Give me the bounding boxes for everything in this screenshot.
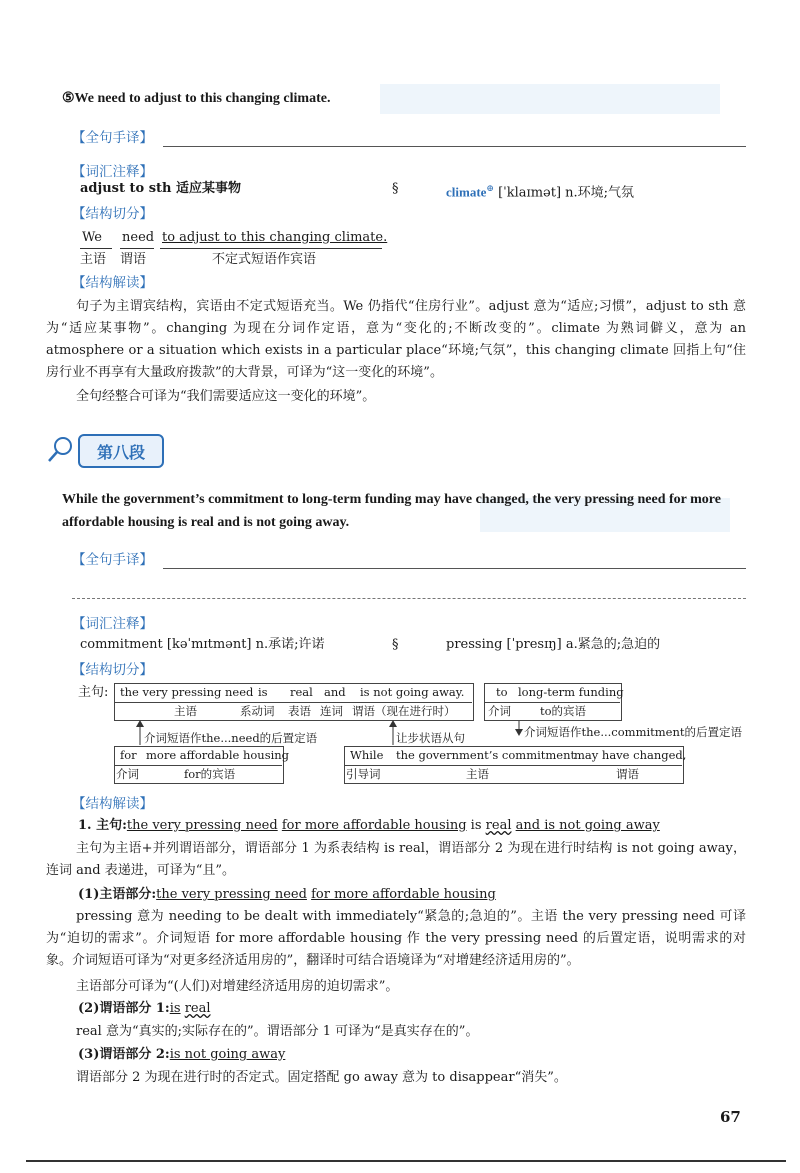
label-vocab-5: 【词汇注释】 xyxy=(72,164,153,180)
point-2-body: pressing 意为 needing to be dealt with immediately“紧急的;急迫的”。主语 the very pressing need 可译为“迫切的需求”。介词短语 for more affordable housing 作 the very pressing need 的后置定语，说明需求的对象。介词短语可译为“对更多经济适用房的”，翻译时可结合语境译为“对增建经济适用房的”。 xyxy=(46,909,746,968)
label-translate-5: 【全句手译】 xyxy=(72,130,153,146)
note-mid: 让步状语从句 xyxy=(396,731,465,745)
analysis-5: 句子为主谓宾结构，宾语由不定式短语充当。We 仍指代“住房行业”。adjust 意为“适应;习惯”，adjust to sth 意为“适应某事物”。changing 为现在分词作定语，意为“变化的;不断改变的”。climate 为熟词僻义，意为 an atmosphere or a situation which exists in a particular place“环境;气氛”，this changing climate 回指上句“住房行业不再享有大量政府拨款”的大背景，可译为“这一变化的环境”。 xyxy=(46,299,746,380)
label-seg-8: 【结构切分】 xyxy=(72,662,153,678)
magnifier-icon xyxy=(46,434,76,464)
label-analysis-5: 【结构解读】 xyxy=(72,275,153,291)
to-word: long-term funding xyxy=(518,685,624,699)
to-word: to xyxy=(496,685,508,699)
main-word: is xyxy=(258,685,268,699)
point-2: (1)主语部分:the very pressing need for more affordable housing xyxy=(78,887,496,902)
vocab-adjust: adjust to sth 适应某事物 xyxy=(80,181,242,196)
main-role: 系动词 xyxy=(240,704,275,718)
main-word: is not going away. xyxy=(360,685,465,699)
sentence-8: While the government’s commitment to long-term funding may have changed, the very pressing need for more affordable housing is real and is not going away. xyxy=(62,492,721,530)
while-word: the government’s commitment xyxy=(396,748,576,762)
while-role: 谓语 xyxy=(616,767,639,781)
main-role: 谓语（现在进行时） xyxy=(352,704,456,718)
point-4: (3)谓语部分 2:is not going away xyxy=(78,1047,286,1062)
main-word: real xyxy=(290,685,313,699)
point-3-body: real 意为“真实的;实际存在的”。谓语部分 1 可译为“是真实存在的”。 xyxy=(76,1024,479,1039)
while-role: 引导词 xyxy=(346,767,381,781)
while-word: may have changed, xyxy=(574,748,687,762)
main-role: 连词 xyxy=(320,704,343,718)
for-word: more affordable housing xyxy=(146,748,290,762)
for-role: 介词 xyxy=(116,767,139,781)
seg-word-we: We xyxy=(82,230,102,245)
main-word: the very pressing need xyxy=(120,685,254,699)
to-role: 介词 xyxy=(488,704,511,718)
vocab-climate xyxy=(446,178,634,204)
while-word: While xyxy=(350,748,384,762)
for-role: for的宾语 xyxy=(184,767,236,781)
vocab-separator: § xyxy=(392,181,399,196)
footer-rule xyxy=(26,1160,786,1162)
vocab-climate-word: climate xyxy=(446,184,487,200)
translate-line-8 xyxy=(163,568,746,569)
label-seg-5: 【结构切分】 xyxy=(72,206,153,222)
seg-word-need: need xyxy=(122,230,155,245)
main-role: 主语 xyxy=(174,704,197,718)
label-translate-8: 【全句手译】 xyxy=(72,552,153,568)
vocab-commitment: commitment [kəˈmɪtmənt] n.承诺;许诺 xyxy=(80,637,325,652)
note-right: 介词短语作the...commitment的后置定语 xyxy=(524,725,743,739)
while-role: 主语 xyxy=(466,767,489,781)
point-1: 1. 主句:the very pressing need for more affordable housing is real and is not going away xyxy=(78,818,660,833)
point-1-body: 主句为主语+并列谓语部分，谓语部分 1 为系表结构 is real，谓语部分 2 为现在进行时结构 is not going away，连词 and 表递进，可译为“且”。 xyxy=(46,841,746,878)
translate-line-5 xyxy=(163,146,746,147)
for-word: for xyxy=(120,748,137,762)
sentence-5: ⑤We need to adjust to this changing climate. xyxy=(62,91,331,106)
main-word: and xyxy=(324,685,346,699)
note-left: 介词短语作the...need的后置定语 xyxy=(144,731,318,745)
seg-word-infinitive: to adjust to this changing climate. xyxy=(162,230,388,245)
translate-line-8b xyxy=(72,598,746,599)
seg-role-subject: 主语 xyxy=(80,252,107,267)
point-2-summary: 主语部分可译为“(人们)对增建经济适用房的迫切需求”。 xyxy=(76,979,399,994)
label-vocab-8: 【词汇注释】 xyxy=(72,616,153,632)
to-role: to的宾语 xyxy=(540,704,587,718)
main-role: 表语 xyxy=(288,704,311,718)
summary-5: 全句经整合可译为“我们需要适应这一变化的环境”。 xyxy=(76,389,376,404)
seg-role-object: 不定式短语作宾语 xyxy=(212,252,317,267)
point-4-body: 谓语部分 2 为现在进行时的否定式。固定搭配 go away 意为 to disappear“消失”。 xyxy=(76,1070,567,1085)
seg-prefix: 主句: xyxy=(78,685,109,700)
vocab-climate-def: [ˈklaɪmət] n.环境;气氛 xyxy=(498,185,635,201)
vocab-separator: § xyxy=(392,637,399,652)
vocab-pressing: pressing [ˈpresɪŋ] a.紧急的;急迫的 xyxy=(446,637,661,652)
highlight-band xyxy=(380,84,720,114)
freq-icon: ⊕ xyxy=(486,184,494,194)
page-number: 67 xyxy=(720,1108,741,1126)
section-badge: 第八段 xyxy=(78,434,164,468)
point-3: (2)谓语部分 1:is real xyxy=(78,1001,211,1016)
seg-role-predicate: 谓语 xyxy=(120,252,147,267)
label-analysis-8: 【结构解读】 xyxy=(72,796,153,812)
